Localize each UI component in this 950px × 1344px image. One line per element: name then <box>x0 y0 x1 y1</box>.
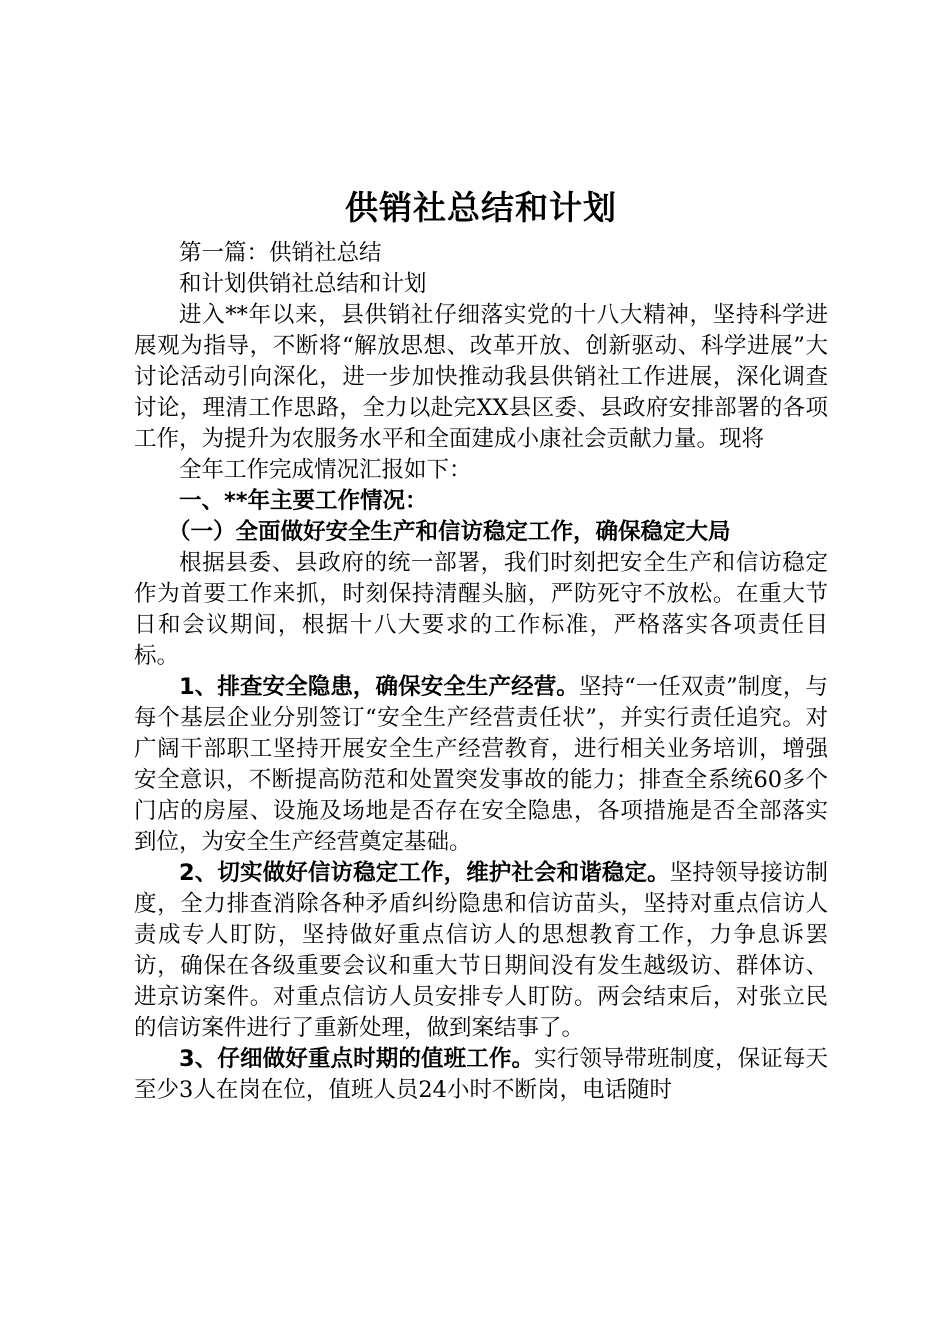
paragraph-1: 进入**年以来，县供销社仔细落实党的十八大精神，坚持科学进展观为指导，不断将“解放思想、改革开放、创新驱动、科学进展”大讨论活动引向深化，进一步加快推动我县供销社工作进展，深化调查讨论，理清工作思路，全力以赴完XX县区委、县政府安排部署的各项工作，为提升为农服务水平和全面建成小康社会贡献力量。现将 <box>134 302 828 452</box>
list-item-2-lead: 2、切实做好信访稳定工作，维护社会和谐稳定。 <box>179 860 670 886</box>
paragraph-3: 根据县委、县政府的统一部署，我们时刻把安全生产和信访稳定作为首要工作来抓，时刻保持清醒头脑，严防死守不放松。在重大节日和会议期间，根据十八大要求的工作标准，严格落实各项责任目标。 <box>134 550 828 669</box>
section-heading-2: （一）全面做好安全生产和信访稳定工作，确保稳定大局 <box>168 519 731 545</box>
list-item-1-text: 坚持“一任双责”制度，与每个基层企业分别签订“安全生产经营责任状”，并实行责任追究。对广阔干部职工坚持开展安全生产经营教育，进行相关业务培训，增强安全意识，不断提高防范和处置突发事故的能力；排查全系统60多个门店的房屋、设施及场地是否存在安全隐患，各项措施是否全部落实到位，为安全生产经营奠定基础。 <box>134 674 828 855</box>
list-item-3 <box>134 1044 828 1106</box>
paragraph-2: 全年工作完成情况汇报如下： <box>179 457 472 483</box>
list-item-2-text: 坚持领导接访制度，全力排查消除各种矛盾纠纷隐患和信访苗头，坚持对重点信访人责成专人盯防，坚持做好重点信访人的思想教育工作，力争息诉罢访，确保在各级重要会议和重大节日期间没有发生越级访、群体访、进京访案件。对重点信访人员安排专人盯防。两会结束后，对张立民的信访案件进行了重新处理，做到案结事了。 <box>134 860 828 1041</box>
intro-line-1: 第一篇：供销社总结 <box>179 240 382 266</box>
list-item-1 <box>134 672 828 858</box>
list-item-1-lead: 1、排查安全隐患，确保安全生产经营。 <box>179 674 579 700</box>
list-item-3-lead: 3、仔细做好重点时期的值班工作。 <box>179 1046 535 1072</box>
list-item-2 <box>134 858 828 1044</box>
document-title: 供销社总结和计划 <box>345 188 617 227</box>
document-page <box>134 186 828 1106</box>
intro-line-2: 和计划供销社总结和计划 <box>179 271 427 297</box>
list-item-3-text: 实行领导带班制度，保证每天至少3人在岗在位，值班人员24小时不断岗，电话随时 <box>134 1046 828 1103</box>
section-heading-1: 一、**年主要工作情况： <box>179 488 428 514</box>
